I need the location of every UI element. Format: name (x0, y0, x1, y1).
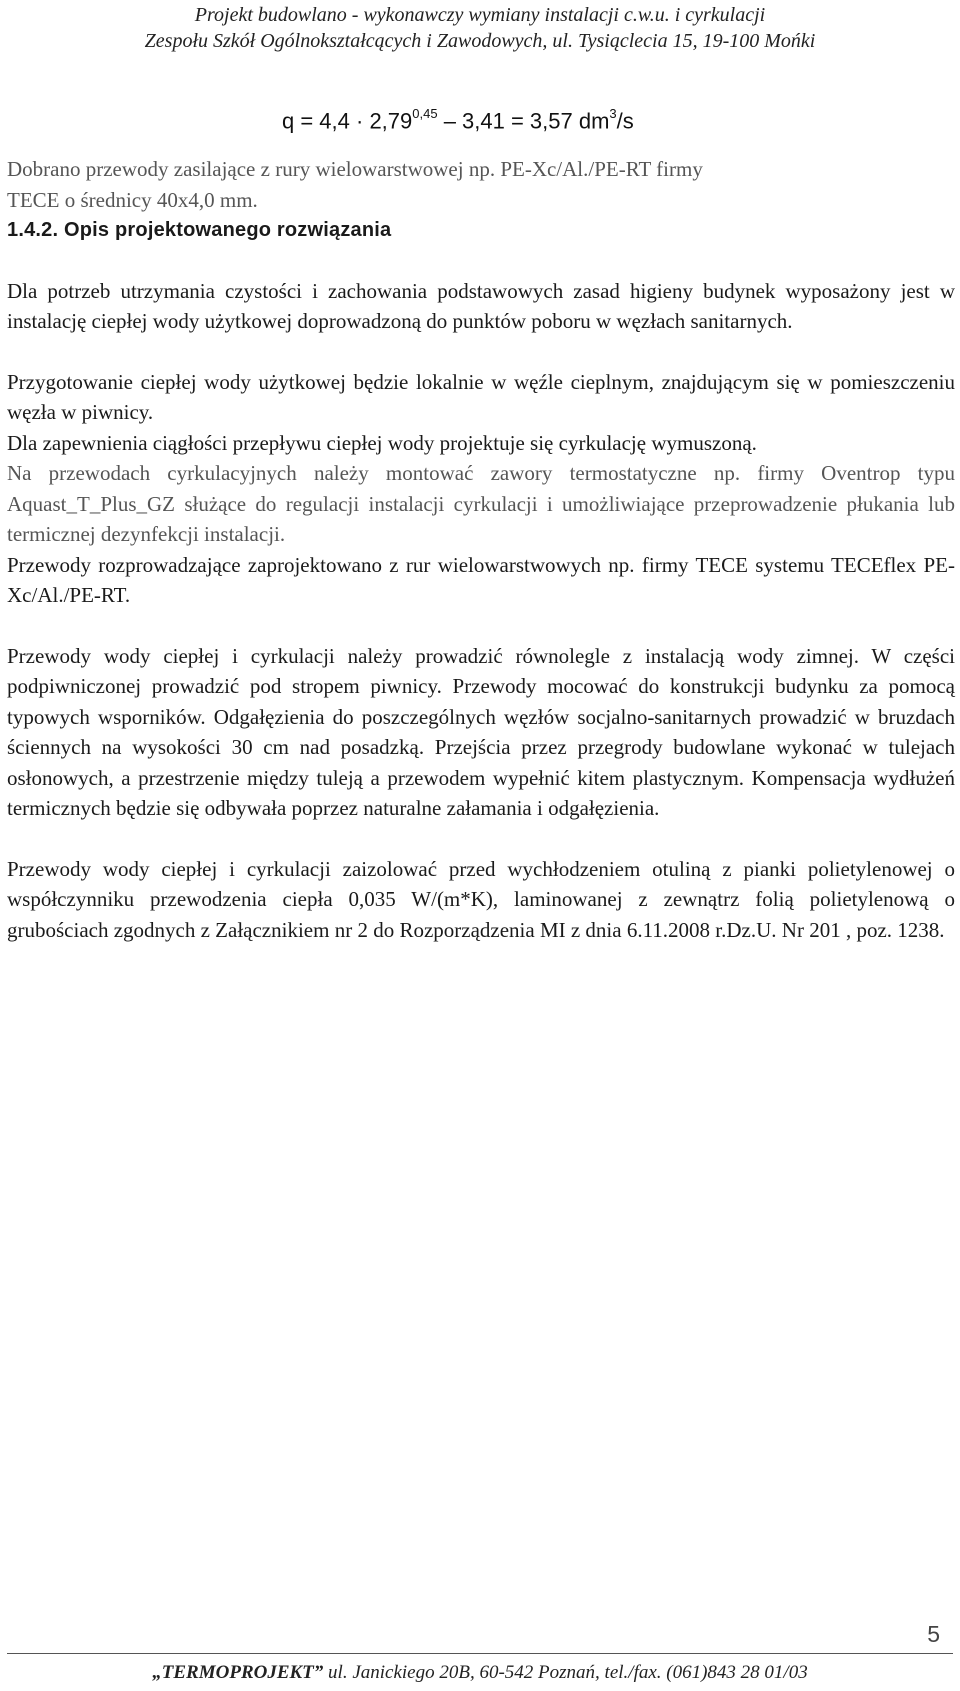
paragraph-routing: Przewody wody ciepłej i cyrkulacji należy prowadzić równolegle z instalacją wody zimnej. W części podpiwniczonej prowadzić pod stropem piwnicy. Przewody mocować do konstrukcji budynku za pomocą typowych wsporników. Odgałęzienia do poszczególnych węzłów socjalno-sanitarnych prowadzić w bruzdach ściennych na wysokości 30 cm nad posadzką. Przejścia przez przegrody budowlane wykonać w tulejach osłonowych, a przestrzenie między tuleją a przewodem wypełnić kitem plastycznym. Kompensacja wydłużeń termicznych będzie się odbywała poprzez naturalne załamania i odgałęzienia. (7, 643, 955, 820)
formula-exponent: 0,45 (412, 106, 438, 121)
footer-company: „TERMOPROJEKT” (152, 1662, 324, 1683)
page-header (0, 0, 960, 54)
footer-divider (7, 1653, 953, 1654)
paragraph-valves: Na przewodach cyrkulacyjnych należy montować zawory termostatyczne np. firmy Oventrop typu Aquast_T_Plus_GZ służące do regulacji instalacji cyrkulacji i umożliwiające przeprowadzenie płukania lub termicznej dezynfekcji instalacji. (7, 461, 955, 546)
paragraph-circulation: Dla zapewnienia ciągłości przepływu ciepłej wody projektuje się cyrkulację wymuszoną. (7, 430, 757, 455)
paragraph-insulation: Przewody wody ciepłej i cyrkulacji zaizolować przed wychłodzeniem otuliną z pianki polietylenowej o współczynniku przewodzenia ciepła 0,035 W/(m*K), laminowanej z zewnątrz folią polietylenową o grubościach zgodnych z Załącznikiem nr 2 do Rozporządzenia MI z dnia 6.11.2008 r.Dz.U. Nr 201 , poz. 1238. (7, 856, 955, 942)
page-footer (0, 1662, 960, 1684)
document-body (7, 154, 955, 945)
formula-mid: – 3,41 = 3,57 dm (437, 108, 610, 134)
header-line-2: Zespołu Szkół Ogólnokształcących i Zawodowych, ul. Tysiąclecia 15, 19-100 Mońki (144, 30, 816, 52)
footer-address: ul. Janickiego 20B, 60-542 Poznań, tel./fax. (061)843 28 01/03 (323, 1662, 808, 1683)
intro-line-1: Dobrano przewody zasilające z rury wielowarstwowej np. PE-Xc/Al./PE-RT firmy (7, 157, 703, 181)
paragraph-pipes: Przewody rozprowadzające zaprojektowano z rur wielowarstwowych np. firmy TECE systemu TECEflex PE-Xc/Al./PE-RT. (7, 552, 955, 607)
paragraph-hygiene: Dla potrzeb utrzymania czystości i zachowania podstawowych zasad higieny budynek wyposażony jest w instalację ciepłej wody użytkowej doprowadzoną do punktów poboru w węzłach sanitarnych. (7, 278, 955, 333)
intro-line-2: TECE o średnicy 40x4,0 mm. (7, 187, 258, 212)
flow-formula (282, 108, 634, 134)
header-line-1: Projekt budowlano - wykonawczy wymiany instalacji c.w.u. i cyrkulacji (194, 4, 766, 26)
paragraph-preparation: Przygotowanie ciepłej wody użytkowej będzie lokalnie w węźle cieplnym, znajdującym się w pomieszczeniu węzła w piwnicy. (7, 369, 955, 424)
formula-unit-sup: 3 (609, 106, 617, 121)
formula-pre: q = 4,4 · 2,79 (282, 108, 413, 134)
page-number: 5 (927, 1621, 940, 1647)
formula-post: /s (616, 108, 634, 134)
section-heading: 1.4.2. Opis projektowanego rozwiązania (7, 219, 392, 241)
